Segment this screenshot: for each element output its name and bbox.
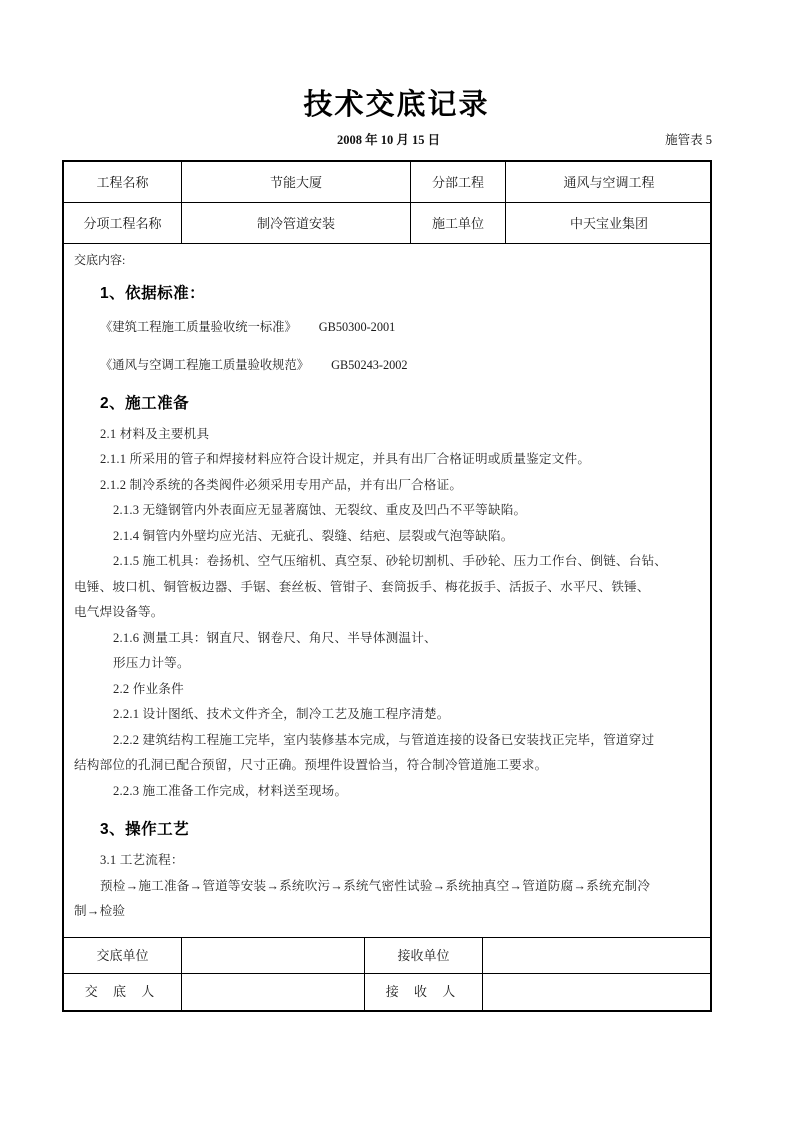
briefing-content [64, 244, 710, 925]
clause-2-2-2-line-1: 2.2.2 建筑结构工程施工完毕，室内装修基本完成，与管道连接的设备已安装找正完毕，管道穿过 [113, 732, 655, 747]
subsection-3-1-title: 3.1 工艺流程： [100, 853, 184, 868]
clause-2-1-5-line-2: 电锤、坡口机、铜管板边器、手锯、套丝板、管钳子、套筒扳手、梅花扳手、活扳子、水平尺、铁锤、 [74, 579, 650, 594]
sub-project-name-label: 分项工程名称 [64, 203, 182, 244]
clause-2-1-5-line-3: 电气焊设备等。 [74, 605, 164, 620]
document-date: 2008 年 10 月 15 日 [337, 133, 441, 147]
project-name-value: 节能大厦 [182, 162, 411, 203]
process-flow-line-2: 制→检验 [74, 904, 126, 919]
table-row [64, 974, 710, 1010]
receiving-unit-label: 接收单位 [365, 938, 483, 974]
receiving-person-field[interactable] [483, 974, 710, 1010]
subsection-2-1-title: 2.1 材料及主要机具 [100, 426, 210, 441]
section-1-heading: 1、依据标准： [100, 285, 206, 302]
clause-2-1-3: 2.1.3 无缝钢管内外表面应无显著腐蚀、无裂纹、重皮及凹凸不平等缺陷。 [113, 503, 527, 518]
project-name-label: 工程名称 [64, 162, 182, 203]
page-title: 技术交底记录 [303, 89, 490, 121]
briefing-person-label: 交 底 人 [64, 974, 182, 1010]
table-row [64, 938, 710, 974]
section-3-heading: 3、操作工艺 [100, 821, 190, 839]
subsection-2-2-title: 2.2 作业条件 [113, 681, 184, 696]
construction-unit-label: 施工单位 [411, 203, 506, 244]
title-subheader [62, 130, 712, 148]
division-works-label: 分部工程 [411, 162, 506, 203]
briefing-person-field[interactable] [182, 974, 365, 1010]
form-number: 施管表 5 [665, 133, 712, 147]
receiving-unit-field[interactable] [483, 938, 710, 974]
clause-2-1-6-line-1: 2.1.6 测量工具：钢直尺、钢卷尺、角尺、半导体测温计、 [113, 630, 437, 645]
briefing-unit-label: 交底单位 [64, 938, 182, 974]
briefing-unit-field[interactable] [182, 938, 365, 974]
clause-2-2-2-line-2: 结构部位的孔洞已配合预留，尺寸正确。预埋件设置恰当，符合制冷管道施工要求。 [74, 758, 548, 773]
clause-2-1-6-line-2: 形压力计等。 [113, 656, 190, 671]
standard-code: GB50300-2001 [318, 320, 396, 335]
standard-code: GB50243-2002 [331, 357, 408, 372]
sub-project-name-value: 制冷管道安装 [182, 203, 411, 244]
clause-2-1-1: 2.1.1 所采用的管子和焊接材料应符合设计规定，并具有出厂合格证明或质量鉴定文件。 [100, 452, 591, 467]
clause-2-1-2: 2.1.2 制冷系统的各类阀件必须采用专用产品，并有出厂合格证。 [100, 477, 463, 492]
standard-name: 《通风与空调工程施工质量验收规范》 [100, 357, 310, 372]
content-intro-label: 交底内容: [74, 253, 126, 267]
clause-2-1-5-line-1: 2.1.5 施工机具：卷扬机、空气压缩机、真空泵、砂轮切割机、手砂轮、压力工作台、倒链、台钻、 [113, 554, 668, 569]
clause-2-2-3: 2.2.3 施工准备工作完成，材料送至现场。 [113, 783, 348, 798]
section-2-heading: 2、施工准备 [100, 394, 190, 412]
signature-table [64, 937, 710, 1010]
table-row [64, 203, 710, 244]
clause-2-2-1: 2.2.1 设计图纸、技术文件齐全，制冷工艺及施工程序清楚。 [113, 707, 450, 722]
process-flow-line-1: 预检→施工准备→管道等安装→系统吹污→系统气密性试验→系统抽真空→管道防腐→系统充制冷 [100, 878, 651, 893]
standard-entry [100, 353, 700, 378]
division-works-value: 通风与空调工程 [563, 175, 655, 190]
standard-name: 《建筑工程施工质量验收统一标准》 [100, 320, 297, 335]
record-frame [62, 160, 712, 1012]
receiving-person-label: 接 收 人 [365, 974, 483, 1010]
standard-entry [100, 315, 700, 340]
table-row [64, 162, 710, 203]
construction-unit-value: 中天宝业集团 [569, 216, 648, 231]
clause-2-1-4: 2.1.4 铜管内外壁均应光洁、无疵孔、裂缝、结疤、层裂或气泡等缺陷。 [113, 528, 514, 543]
